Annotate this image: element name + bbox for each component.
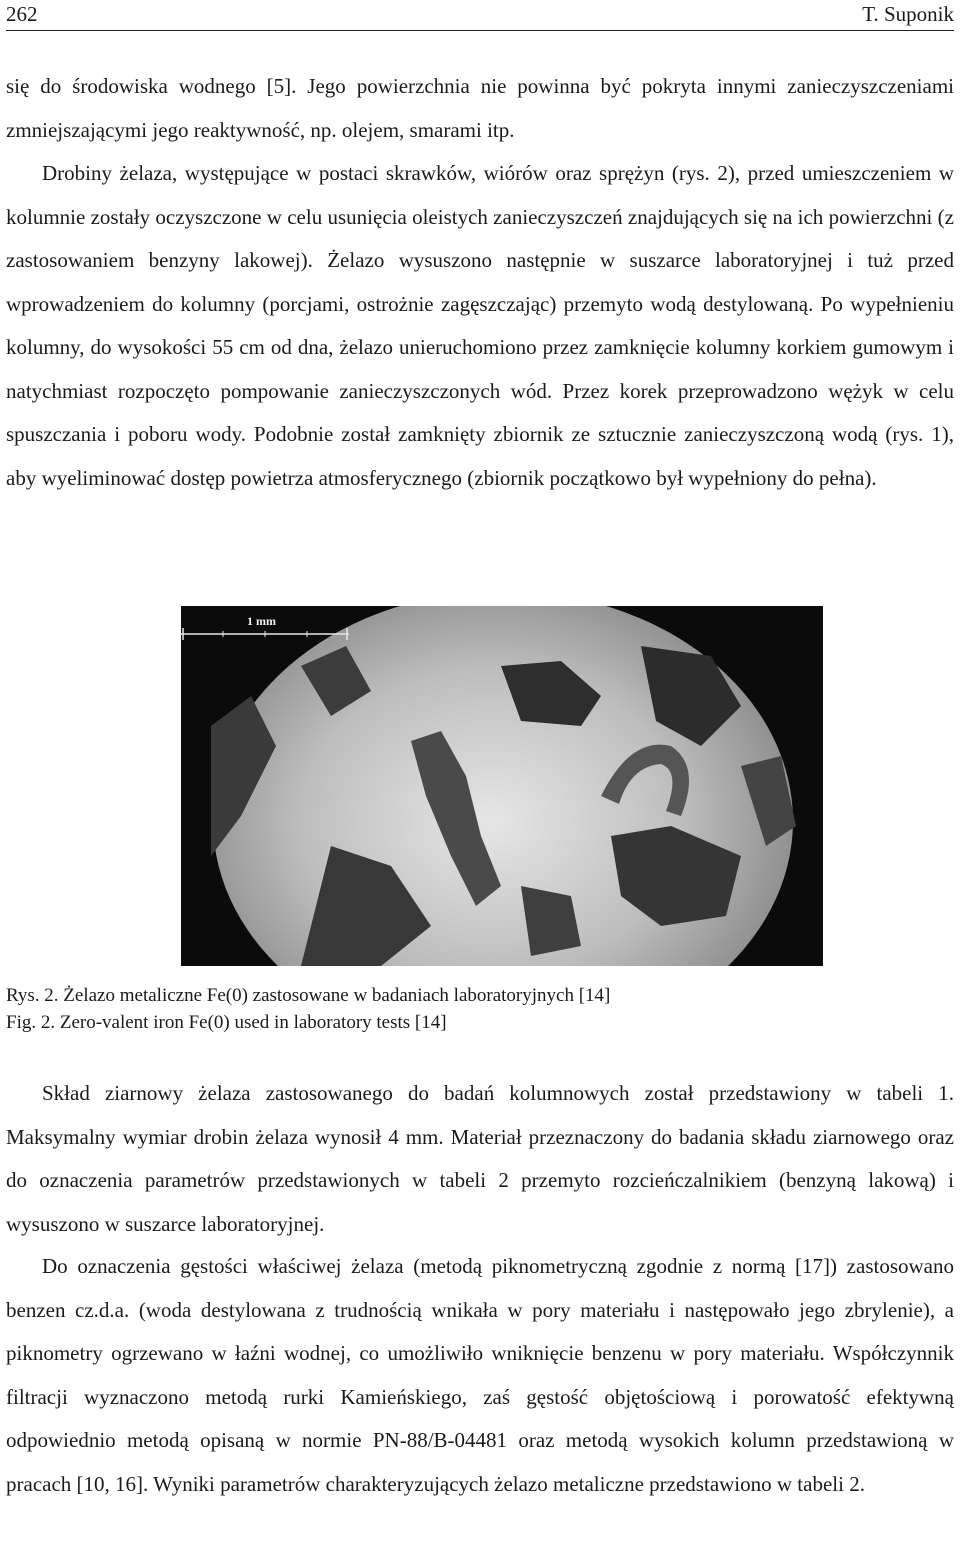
scale-bar-label: 1 mm bbox=[247, 614, 276, 628]
microscope-photo bbox=[181, 606, 823, 966]
paragraph-3: Skład ziarnowy żelaza zastosowanego do badań kolumnowych został przedstawiony w tabeli 1. Maksymalny wymiar drobin żelaza wynosił 4 mm. Materiał przeznaczony do badania składu ziarnowego oraz do oznaczenia parametrów przedstawionych w tabeli 2 przemyto rozcieńczalnikiem (benzyną lakową) i wysuszono w suszarce laboratoryjnej. bbox=[6, 1081, 954, 1236]
figure-caption-pl: Rys. 2. Żelazo metaliczne Fe(0) zastosowane w badaniach laboratoryjnych [14] bbox=[6, 985, 611, 1006]
paragraph-2: Drobiny żelaza, występujące w postaci skrawków, wiórów oraz sprężyn (rys. 2), przed umieszczeniem w kolumnie zostały oczyszczone w celu usunięcia oleistych zanieczyszczeń znajdujących się na ich powierzchni (z zastosowaniem benzyny lakowej). Żelazo wysuszono następnie w suszarce laboratoryjnej i tuż przed wprowadzeniem do kolumny (porcjami, ostrożnie zagęszczając) przemyto wodą destylowaną. Po wypełnieniu kolumny, do wysokości 55 cm od dna, żelazo unieruchomiono przez zamknięcie kolumny korkiem gumowym i natychmiast rozpoczęto pompowanie zanieczyszczonych wód. Przez korek przeprowadzono wężyk w celu spuszczania i poboru wody. Podobnie został zamknięty zbiornik ze sztucznie zanieczyszczoną wodą (rys. 1), aby wyeliminować dostęp powietrza atmosferycznego (zbiornik początkowo był wypełniony do pełna). bbox=[6, 161, 954, 490]
running-author: T. Suponik bbox=[862, 2, 954, 26]
page-number: 262 bbox=[6, 2, 38, 26]
running-header bbox=[6, 0, 954, 31]
paragraph-4: Do oznaczenia gęstości właściwej żelaza (metodą piknometryczną zgodnie z normą [17]) zastosowano benzen cz.d.a. (woda destylowana z trudnością wnikała w pory materiału i następowało jego zbrylenie), a piknometry ogrzewano w łaźni wodnej, co umożliwiło wniknięcie benzenu w pory materiału. Współczynnik filtracji wyznaczono metodą rurki Kamieńskiego, zaś gęstość objętościową i porowatość efektywną odpowiednio metodą opisaną w normie PN-88/B-04481 oraz metodą wysokich kolumn przedstawioną w pracach [10, 16]. Wyniki parametrów charakteryzujących żelazo metaliczne przedstawiono w tabeli 2. bbox=[6, 1254, 954, 1496]
paragraph-1: się do środowiska wodnego [5]. Jego powierzchnia nie powinna być pokryta innymi zanieczyszczeniami zmniejszającymi jego reaktywność, np. olejem, smarami itp. bbox=[6, 74, 954, 142]
figure-caption-en: Fig. 2. Zero-valent iron Fe(0) used in laboratory tests [14] bbox=[6, 1012, 447, 1033]
